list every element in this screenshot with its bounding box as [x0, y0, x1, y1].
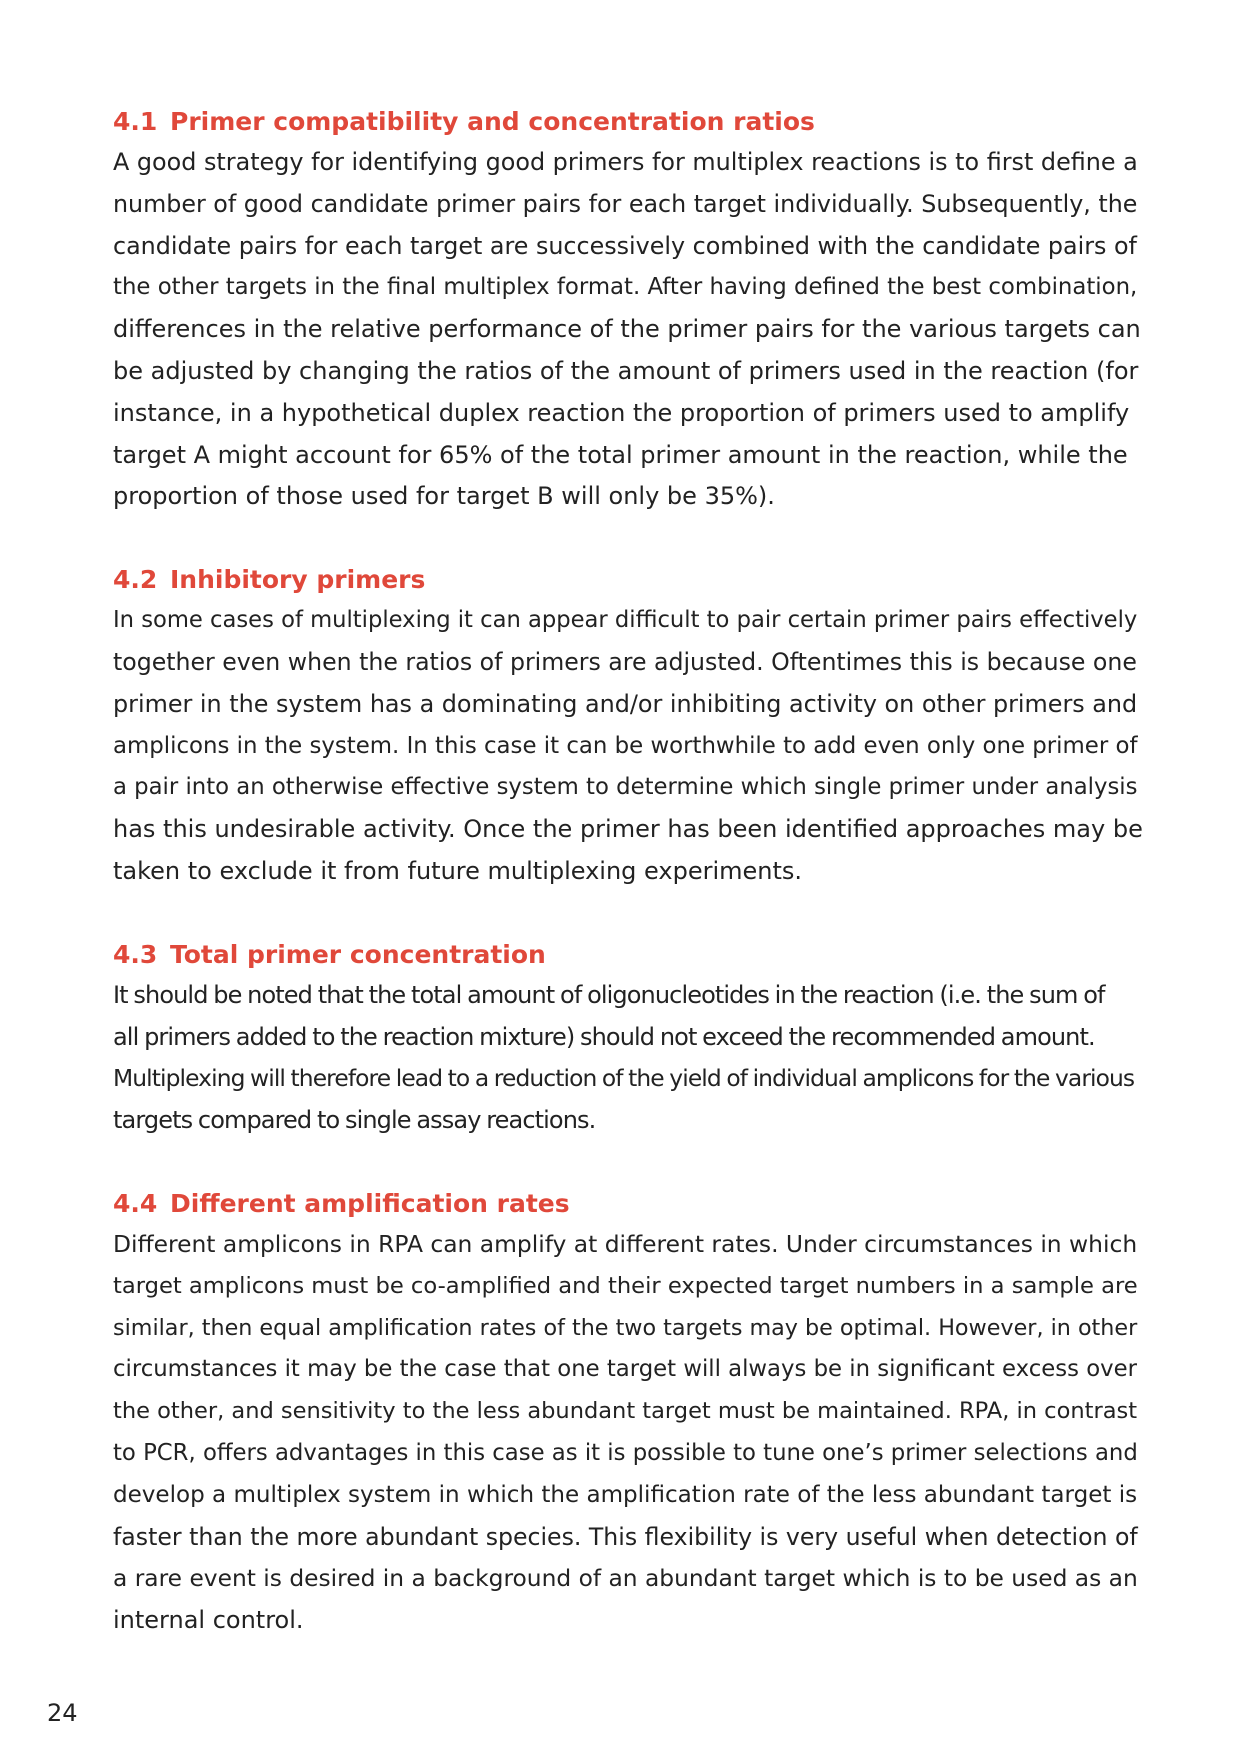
body-line: the other, and sensitivity to the less abundant target must be maintained. RPA, in contrast — [113, 1398, 1138, 1425]
body-line: taken to exclude it from future multiplexing experiments. — [113, 856, 803, 885]
body-line: circumstances it may be the case that one target will always be in significant excess over — [113, 1356, 1137, 1383]
body-line: the other targets in the final multiplex format. After having defined the best combination, — [113, 274, 1138, 301]
body-line: Multiplexing will therefore lead to a reduction of the yield of individual amplicons for the various — [113, 1064, 1135, 1093]
page-content — [113, 102, 1143, 1642]
section-body — [113, 142, 1143, 518]
body-line: all primers added to the reaction mixture) should not exceed the recommended amount. — [113, 1022, 1095, 1051]
body-line: similar, then equal amplification rates of the two targets may be optimal. However, in other — [113, 1314, 1138, 1341]
body-line: instance, in a hypothetical duplex reaction the proportion of primers used to amplify — [113, 398, 1130, 427]
section-body — [113, 1224, 1143, 1642]
body-line: number of good candidate primer pairs for each target individually. Subsequently, the — [113, 189, 1138, 218]
body-line: develop a multiplex system in which the amplification rate of the less abundant target is — [113, 1481, 1138, 1508]
body-line: be adjusted by changing the ratios of the amount of primers used in the reaction (for — [113, 356, 1139, 385]
section-number: 4.4 — [113, 1188, 158, 1218]
page-number: 24 — [47, 1699, 78, 1727]
section-4-4 — [113, 1184, 1143, 1642]
section-4-2 — [113, 560, 1143, 893]
section-title: Primer compatibility and concentration ratios — [170, 107, 815, 136]
body-line: candidate pairs for each target are successively combined with the candidate pairs of — [113, 231, 1137, 260]
body-line: proportion of those used for target B will only be 35%). — [113, 482, 775, 511]
body-line: targets compared to single assay reactions. — [113, 1106, 596, 1135]
body-line: In some cases of multiplexing it can appear difficult to pair certain primer pairs effectively — [113, 607, 1138, 634]
body-line: target amplicons must be co-amplified and their expected target numbers in a sample are — [113, 1272, 1138, 1299]
section-number: 4.2 — [113, 565, 158, 595]
body-line: target A might account for 65% of the total primer amount in the reaction, while the — [113, 440, 1128, 469]
section-body — [113, 600, 1143, 893]
section-4-3 — [113, 935, 1143, 1142]
body-line: amplicons in the system. In this case it can be worthwhile to add even only one primer of — [113, 732, 1138, 759]
body-line: faster than the more abundant species. This flexibility is very useful when detection of — [113, 1522, 1138, 1551]
section-title: Total primer concentration — [170, 939, 546, 969]
section-heading — [113, 1184, 1143, 1224]
body-line: internal control. — [113, 1606, 304, 1635]
section-title: Inhibitory primers — [170, 565, 426, 595]
section-heading — [113, 560, 1143, 600]
body-line: has this undesirable activity. Once the primer has been identified approaches may be — [113, 815, 1143, 844]
section-number: 4.3 — [113, 939, 158, 969]
body-line: Different amplicons in RPA can amplify at different rates. Under circumstances in which — [113, 1229, 1138, 1258]
section-number: 4.1 — [113, 107, 158, 136]
section-title: Different amplification rates — [170, 1188, 570, 1218]
section-4-1 — [113, 102, 1143, 518]
body-line: a pair into an otherwise effective system to determine which single primer under analysis — [113, 774, 1138, 801]
body-line: It should be noted that the total amount of oligonucleotides in the reaction (i.e. the sum of — [113, 980, 1105, 1009]
body-line: A good strategy for identifying good primers for multiplex reactions is to first define a — [113, 148, 1138, 176]
body-line: a rare event is desired in a background of an abundant target which is to be used as an — [113, 1564, 1138, 1593]
body-line: together even when the ratios of primers are adjusted. Oftentimes this is because one — [113, 647, 1137, 676]
body-line: to PCR, offers advantages in this case as it is possible to tune one’s primer selections and — [113, 1439, 1138, 1466]
section-body — [113, 975, 1143, 1142]
body-line: differences in the relative performance of the primer pairs for the various targets can — [113, 315, 1141, 344]
body-line: primer in the system has a dominating and/or inhibiting activity on other primers and — [113, 689, 1138, 718]
section-heading — [113, 935, 1143, 975]
section-heading — [113, 102, 1143, 142]
